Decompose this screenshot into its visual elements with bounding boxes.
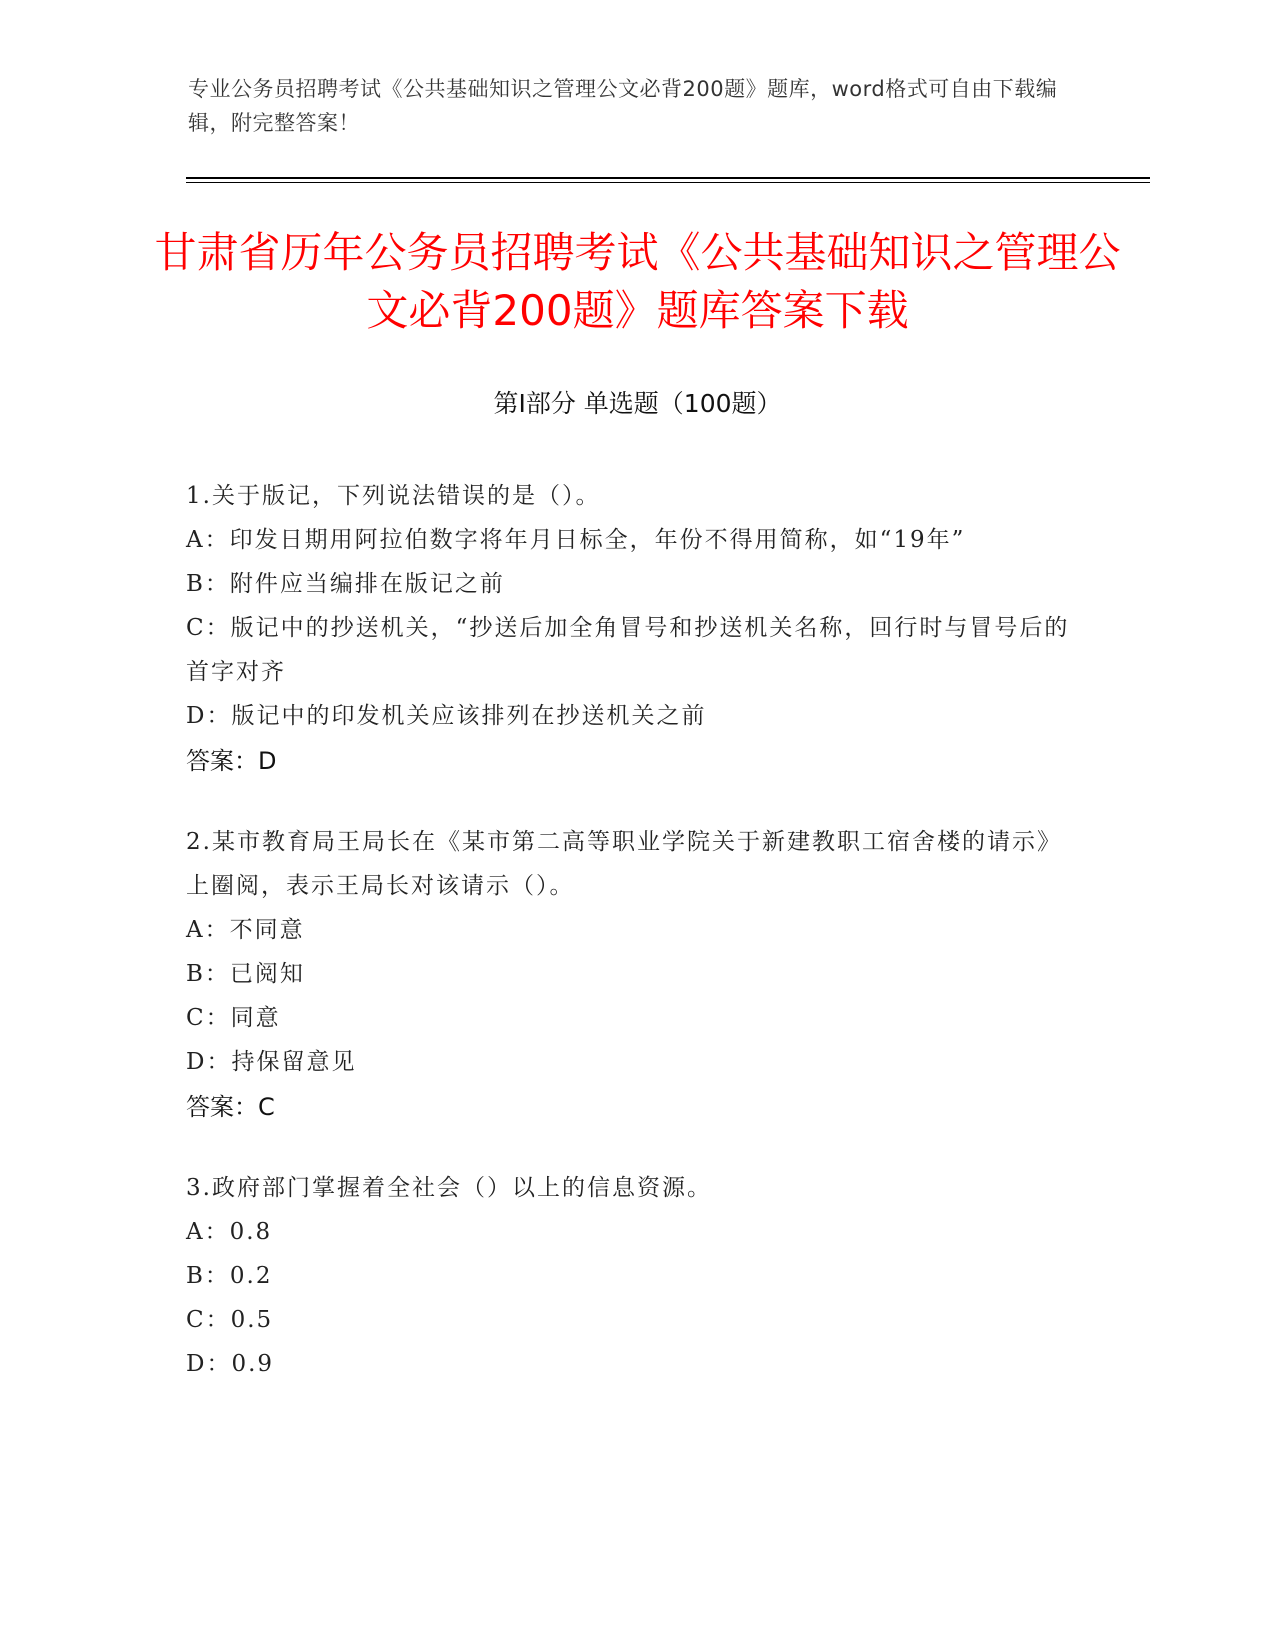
question-1 <box>186 474 1086 784</box>
question-stem: 2.某市教育局王局长在《某市第二高等职业学院关于新建教职工宿舍楼的请示》上圈阅，表示王局长对该请示（）。 <box>186 829 1062 899</box>
answer: 答案：D <box>186 747 277 775</box>
option-c: C：同意 <box>186 1005 281 1031</box>
section-title: 第Ⅰ部分 单选题（100题） <box>493 389 782 418</box>
question-list <box>186 474 1086 1422</box>
option-b: B：0.2 <box>186 1263 273 1289</box>
option-a: A：0.8 <box>186 1219 273 1245</box>
option-c: C：版记中的抄送机关，“抄送后加全角冒号和抄送机关名称，回行时与冒号后的首字对齐 <box>186 615 1070 685</box>
option-a: A：不同意 <box>186 917 305 943</box>
answer: 答案：C <box>186 1093 275 1121</box>
question-stem: 1.关于版记，下列说法错误的是（）。 <box>186 483 601 509</box>
header-rule-thick <box>186 177 1150 179</box>
header-rule-thin <box>186 182 1150 183</box>
option-d: D：版记中的印发机关应该排列在抄送机关之前 <box>186 703 707 729</box>
option-b: B：附件应当编排在版记之前 <box>186 571 505 597</box>
question-3 <box>186 1166 1086 1386</box>
option-c: C：0.5 <box>186 1307 274 1333</box>
option-a: A：印发日期用阿拉伯数字将年月日标全，年份不得用简称，如“19年” <box>186 527 966 553</box>
option-d: D：0.9 <box>186 1351 275 1377</box>
header-note: 专业公务员招聘考试《公共基础知识之管理公文必背200题》题库，word格式可自由下载编辑，附完整答案！ <box>188 77 1058 135</box>
option-d: D：持保留意见 <box>186 1049 357 1075</box>
document-title: 甘肃省历年公务员招聘考试《公共基础知识之管理公文必背200题》题库答案下载 <box>154 228 1121 335</box>
option-b: B：已阅知 <box>186 961 305 987</box>
question-stem: 3.政府部门掌握着全社会（）以上的信息资源。 <box>186 1175 712 1201</box>
question-2 <box>186 820 1086 1130</box>
